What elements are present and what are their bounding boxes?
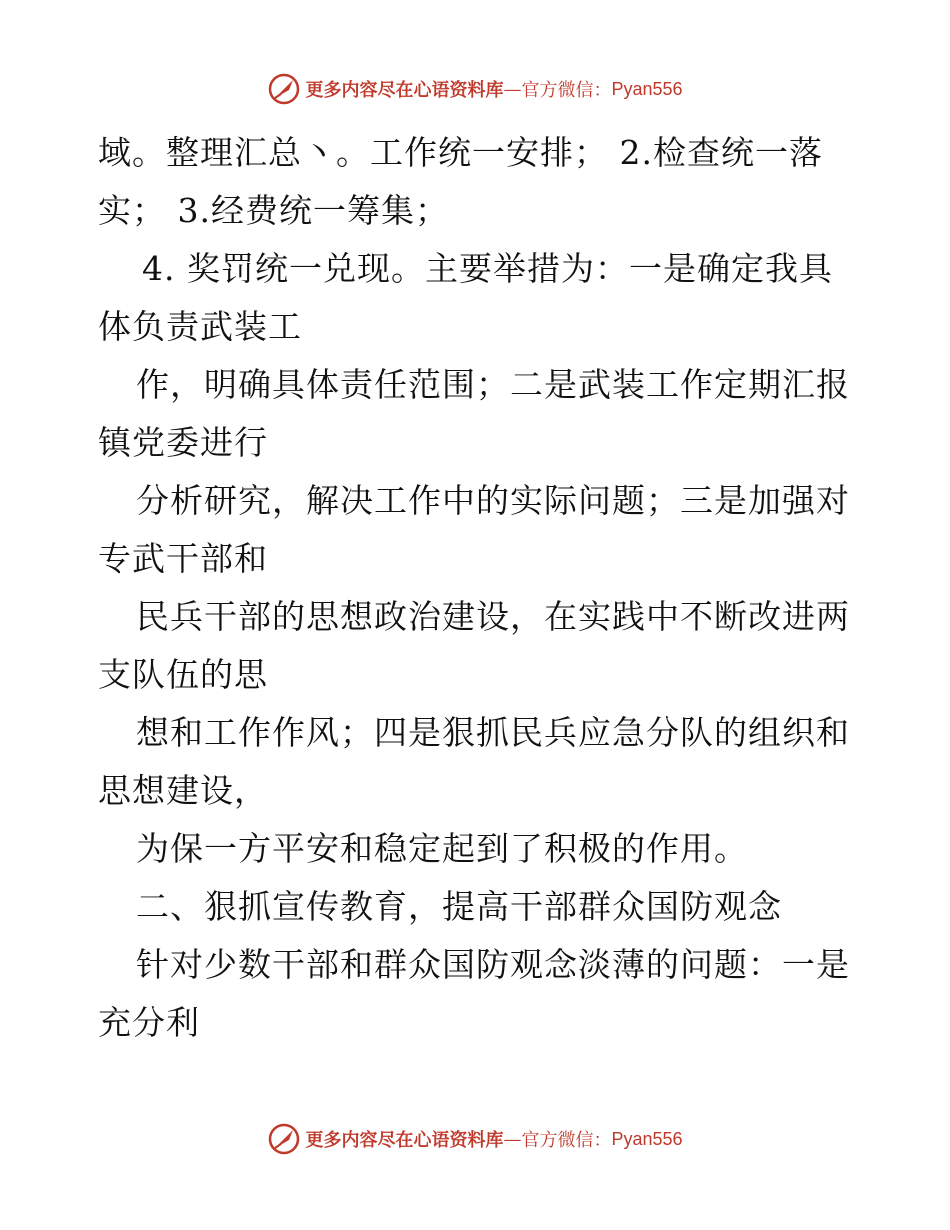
text-line: 分析研究，解决工作中的实际问题；三是加强对 bbox=[136, 481, 850, 520]
text-line: 体负责武装工 bbox=[98, 307, 302, 346]
text-line: 镇党委进行 bbox=[98, 423, 268, 462]
text-line: 为保一方平安和稳定起到了积极的作用。 bbox=[136, 829, 748, 868]
watermark-site-text: 更多内容尽在心语资料库 bbox=[305, 80, 504, 101]
text-line: 实； 3.经费统一筹集； bbox=[98, 191, 449, 230]
quill-logo-icon bbox=[267, 1122, 301, 1156]
text-line: 想和工作作风；四是狠抓民兵应急分队的组织和 bbox=[136, 713, 850, 752]
watermark-wechat-id: Pyan556 bbox=[611, 78, 683, 99]
text-line: 4. 奖罚统一兑现。主要举措为：一是确定我具 bbox=[142, 249, 833, 288]
watermark-wechat-id: Pyan556 bbox=[611, 1128, 683, 1149]
footer-watermark bbox=[0, 1122, 950, 1156]
text-line: 针对少数干部和群众国防观念淡薄的问题：一是 bbox=[136, 945, 850, 984]
text-line: 域。整理汇总丶。工作统一安排； 2.检查统一落 bbox=[98, 133, 823, 172]
text-line: 作，明确具体责任范围；二是武装工作定期汇报 bbox=[136, 365, 850, 404]
text-line: 思想建设， bbox=[98, 771, 268, 810]
text-line: 民兵干部的思想政治建设，在实践中不断改进两 bbox=[136, 597, 850, 636]
watermark-label: 官方微信： bbox=[521, 1130, 612, 1151]
text-line: 充分利 bbox=[98, 1003, 200, 1042]
text-line: 专武干部和 bbox=[98, 539, 268, 578]
text-line: 二、狠抓宣传教育，提高干部群众国防观念 bbox=[136, 887, 782, 926]
document-body bbox=[98, 124, 878, 1052]
watermark-dash: — bbox=[503, 1128, 522, 1150]
quill-logo-icon bbox=[267, 72, 301, 106]
text-line: 支队伍的思 bbox=[98, 655, 268, 694]
watermark-dash: — bbox=[503, 78, 522, 100]
header-watermark bbox=[0, 72, 950, 106]
watermark-site-text: 更多内容尽在心语资料库 bbox=[305, 1130, 504, 1151]
watermark-label: 官方微信： bbox=[521, 80, 612, 101]
